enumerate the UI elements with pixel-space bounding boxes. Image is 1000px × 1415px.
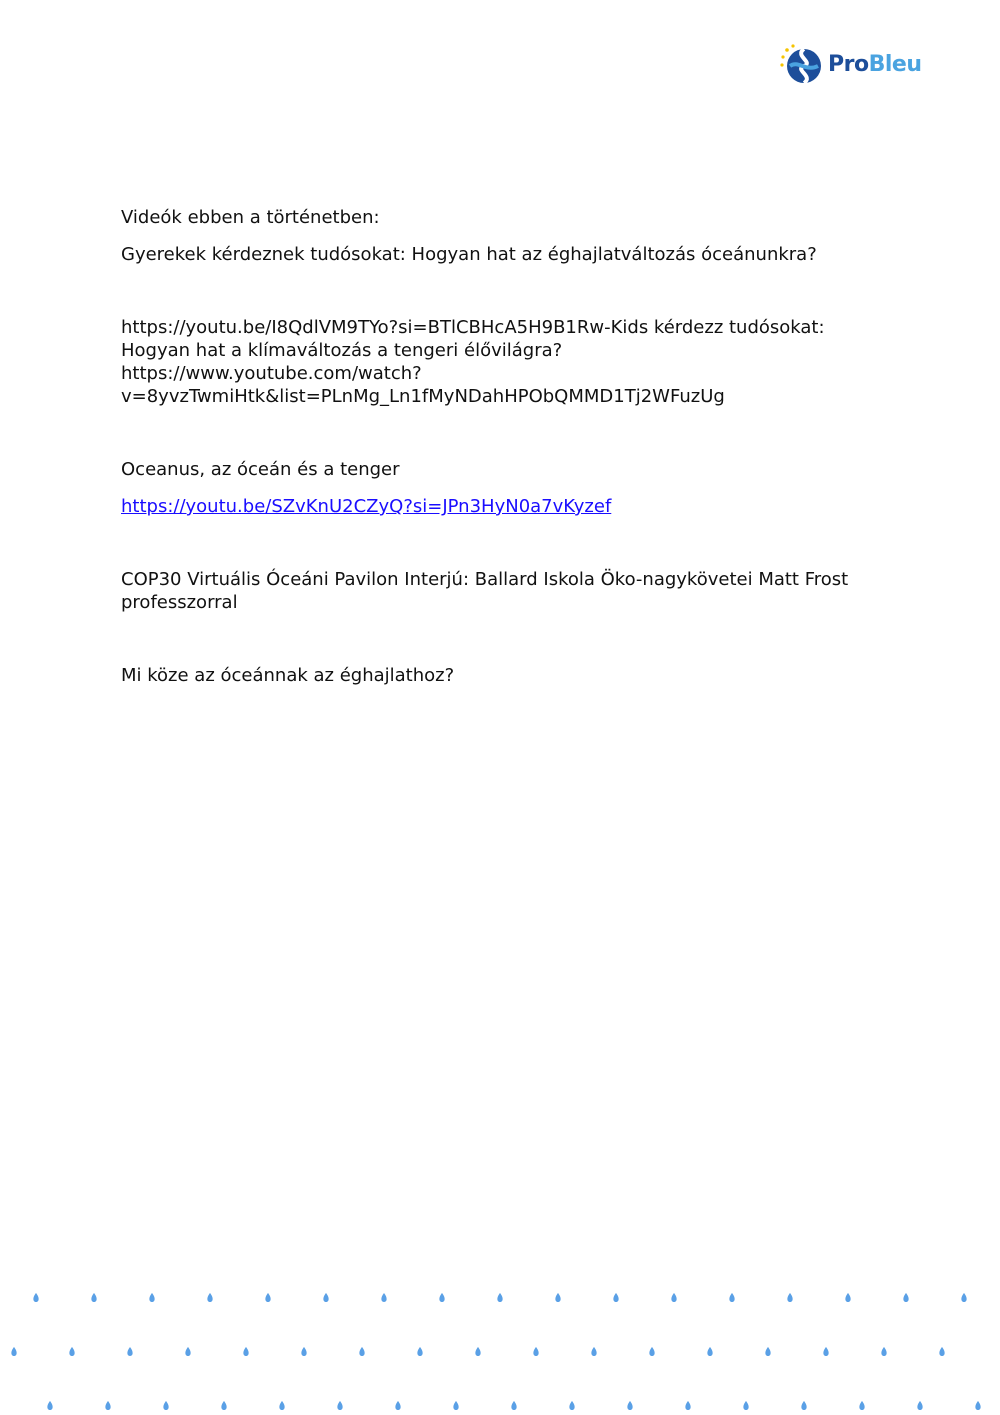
- section-heading: Videók ebben a történetben:: [121, 207, 380, 228]
- links-paragraph: [121, 316, 891, 408]
- droplet-dot: [511, 1401, 516, 1410]
- droplet-dot: [533, 1347, 538, 1356]
- droplet-dot: [787, 1293, 792, 1302]
- droplet-dot: [903, 1293, 908, 1302]
- droplet-dot: [939, 1347, 944, 1356]
- droplet-dot: [323, 1293, 328, 1302]
- droplet-dot: [439, 1293, 444, 1302]
- droplet-dot: [381, 1293, 386, 1302]
- droplet-dot: [591, 1347, 596, 1356]
- document-body: [121, 206, 891, 687]
- droplet-dot: [301, 1347, 306, 1356]
- droplet-dot: [475, 1347, 480, 1356]
- droplet-dot: [975, 1401, 980, 1410]
- droplet-dot: [243, 1347, 248, 1356]
- droplet-dot: [961, 1293, 966, 1302]
- oceanus-video-link[interactable]: https://youtu.be/SZvKnU2CZyQ?si=JPn3HyN0a7vKyzef: [121, 496, 612, 517]
- droplet-dot: [91, 1293, 96, 1302]
- logo-wordmark: [828, 42, 922, 88]
- video-question-1: Gyerekek kérdeznek tudósokat: Hogyan hat az éghajlatváltozás óceánunkra?: [121, 244, 817, 265]
- droplet-dot: [649, 1347, 654, 1356]
- droplet-dot: [11, 1347, 16, 1356]
- droplet-dot: [69, 1347, 74, 1356]
- droplet-dot: [707, 1347, 712, 1356]
- links-line-2: Hogyan hat a klímaváltozás a tengeri élővilágra?: [121, 340, 563, 361]
- droplet-dot: [185, 1347, 190, 1356]
- probleu-logo: [778, 42, 928, 88]
- droplet-dot: [497, 1293, 502, 1302]
- oceanus-title: Oceanus, az óceán és a tenger: [121, 459, 400, 480]
- droplet-dot: [33, 1293, 38, 1302]
- droplet-dot: [613, 1293, 618, 1302]
- droplet-dot: [685, 1401, 690, 1410]
- droplet-dot: [47, 1401, 52, 1410]
- logo-text-pro: Pro: [828, 52, 869, 77]
- droplet-dot: [265, 1293, 270, 1302]
- probleu-logo-icon: [778, 42, 824, 88]
- video-question-2: Mi köze az óceánnak az éghajlathoz?: [121, 665, 455, 686]
- droplet-dot: [569, 1401, 574, 1410]
- droplet-dot: [823, 1347, 828, 1356]
- links-line-1: https://youtu.be/I8QdlVM9TYo?si=BTlCBHcA5H9B1Rw-Kids kérdezz tudósokat:: [121, 317, 825, 338]
- droplet-dot: [859, 1401, 864, 1410]
- links-line-4: v=8yvzTwmiHtk&list=PLnMg_Ln1fMyNDahHPObQMMD1Tj2WFuzUg: [121, 386, 725, 407]
- droplet-dot: [417, 1347, 422, 1356]
- droplet-dot: [453, 1401, 458, 1410]
- droplet-dot: [337, 1401, 342, 1410]
- droplet-dot: [395, 1401, 400, 1410]
- droplet-dot: [127, 1347, 132, 1356]
- droplet-dot: [917, 1401, 922, 1410]
- droplet-dot: [163, 1401, 168, 1410]
- droplet-dot: [359, 1347, 364, 1356]
- droplet-dot: [743, 1401, 748, 1410]
- droplet-dot: [627, 1401, 632, 1410]
- cop30-interview-title: COP30 Virtuális Óceáni Pavilon Interjú: Ballard Iskola Öko-nagykövetei Matt Frost professzorral: [121, 569, 849, 613]
- droplet-dot: [105, 1401, 110, 1410]
- droplet-dot: [845, 1293, 850, 1302]
- decorative-droplet-pattern: [0, 1280, 1000, 1415]
- droplet-dot: [729, 1293, 734, 1302]
- droplet-dot: [765, 1347, 770, 1356]
- droplet-dot: [149, 1293, 154, 1302]
- droplet-dot: [671, 1293, 676, 1302]
- logo-text-bleu: Bleu: [868, 52, 922, 77]
- droplet-dot: [801, 1401, 806, 1410]
- droplet-dot: [555, 1293, 560, 1302]
- droplet-dot: [221, 1401, 226, 1410]
- droplet-dot: [881, 1347, 886, 1356]
- links-line-3: https://www.youtube.com/watch?: [121, 363, 422, 384]
- droplet-dot: [207, 1293, 212, 1302]
- droplet-dot: [279, 1401, 284, 1410]
